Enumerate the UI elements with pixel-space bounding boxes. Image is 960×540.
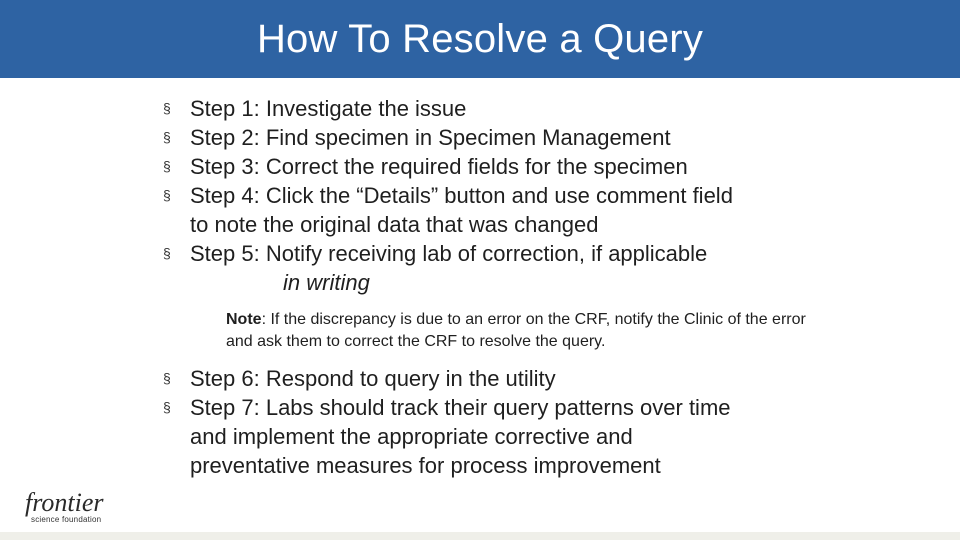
note-block [226, 309, 826, 353]
step-text: Step 2: Find specimen in Specimen Management [190, 125, 671, 150]
step-2 [163, 123, 843, 152]
step-text: Step 1: Investigate the issue [190, 96, 467, 121]
step-text: Step 5: Notify receiving lab of correction, if applicable [190, 241, 708, 266]
logo-subtext: science foundation [31, 515, 102, 524]
bullet-icon: § [163, 158, 171, 174]
bullet-icon: § [163, 370, 171, 386]
bullet-icon: § [163, 100, 171, 116]
frontier-logo [25, 490, 120, 528]
step-text: Step 6: Respond to query in the utility [190, 366, 556, 391]
step-6 [163, 364, 843, 393]
steps-list-part1 [163, 94, 843, 297]
step-text: Step 4: Click the “Details” button and use comment field to note the original data that was changed [190, 183, 733, 237]
bullet-icon: § [163, 399, 171, 415]
title-bar [0, 0, 960, 78]
footer-band [0, 532, 960, 540]
note-label: Note [226, 311, 262, 328]
logo-wordmark: frontier [25, 488, 104, 517]
step-3 [163, 152, 843, 181]
step-1 [163, 94, 843, 123]
step-text: Step 7: Labs should track their query patterns over time and implement the appropriate corrective and preventative measures for process improvement [190, 395, 731, 478]
note-text: : If the discrepancy is due to an error on the CRF, notify the Clinic of the error and ask them to correct the CRF to resolve the query. [226, 311, 806, 350]
step-7 [163, 393, 843, 480]
step-text: Step 3: Correct the required fields for the specimen [190, 154, 688, 179]
steps-list-part2 [163, 364, 843, 480]
step-4 [163, 181, 843, 239]
step-5 [163, 239, 843, 268]
slide-title: How To Resolve a Query [256, 16, 704, 61]
step-5-subline: in writing [283, 270, 370, 295]
bullet-icon: § [163, 245, 171, 261]
bullet-icon: § [163, 129, 171, 145]
slide-content [163, 94, 843, 480]
bullet-icon: § [163, 187, 171, 203]
